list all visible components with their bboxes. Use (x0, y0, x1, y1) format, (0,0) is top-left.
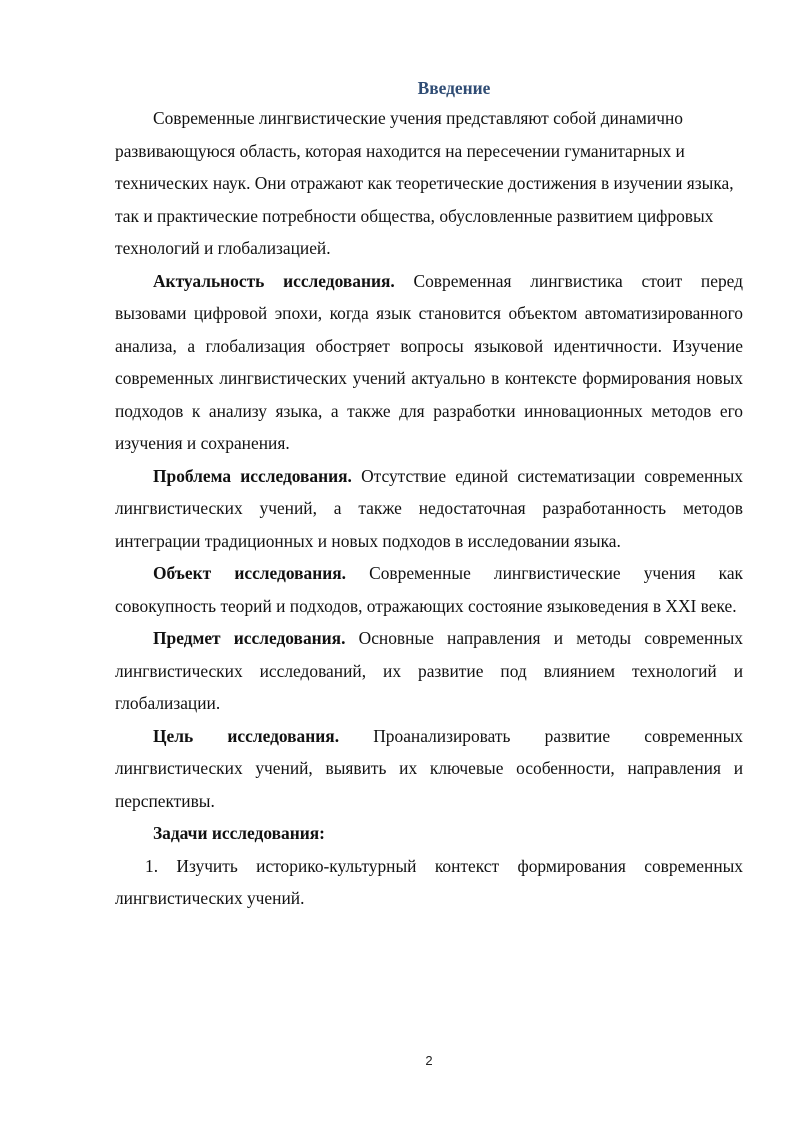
section-text: Отсутствие единой систематизации современных лингвистических учений, а также недостаточная разработанность методов интеграции традиционных и новых подходов в исследовании языка. (115, 465, 743, 551)
page-title: Введение (417, 78, 491, 98)
page-number: 2 (425, 1053, 433, 1068)
section-text: Проанализировать развитие современных лингвистических учений, выявить их ключевые особенности, направления и перспективы. (115, 725, 743, 811)
section-text: Современная лингвистика стоит перед вызовами цифровой эпохи, когда язык становится объектом автоматизированного анализа, а глобализация обостряет вопросы языковой идентичности. Изучение современных лингвистических учений актуально в контексте формирования новых подходов к анализу языка, а также для разработки инновационных методов его изучения и сохранения. (115, 270, 743, 453)
section-label: Цель исследования. (153, 725, 340, 746)
section-text: Основные направления и методы современных лингвистических исследований, их развитие под влиянием технологий и глобализации. (115, 628, 743, 713)
task-item: 1. Изучить историко-культурный контекст формирования современных лингвистических учений. (115, 855, 743, 908)
section-label: Предмет исследования. (153, 628, 346, 648)
section-object (115, 557, 743, 622)
section-subject (115, 622, 743, 720)
section-text: Современные лингвистические учения как совокупность теорий и подходов, отражающих состояние языковедения в XXI веке. (115, 563, 743, 616)
section-label: Актуальность исследования. (153, 270, 395, 291)
section-label: Проблема исследования. (153, 465, 352, 486)
tasks-heading: Задачи исследования: (153, 823, 325, 843)
section-relevance (115, 265, 743, 460)
section-goal (115, 720, 743, 818)
intro-paragraph: Современные лингвистические учения представляют собой динамично развивающуюся область, которая находится на пересечении гуманитарных и технических наук. Они отражают как теоретические достижения в изучении языка, так и практические потребности общества, обусловленные развитием цифровых технологий и глобализацией. (115, 108, 734, 258)
section-problem (115, 460, 743, 558)
section-label: Объект исследования. (153, 563, 346, 583)
